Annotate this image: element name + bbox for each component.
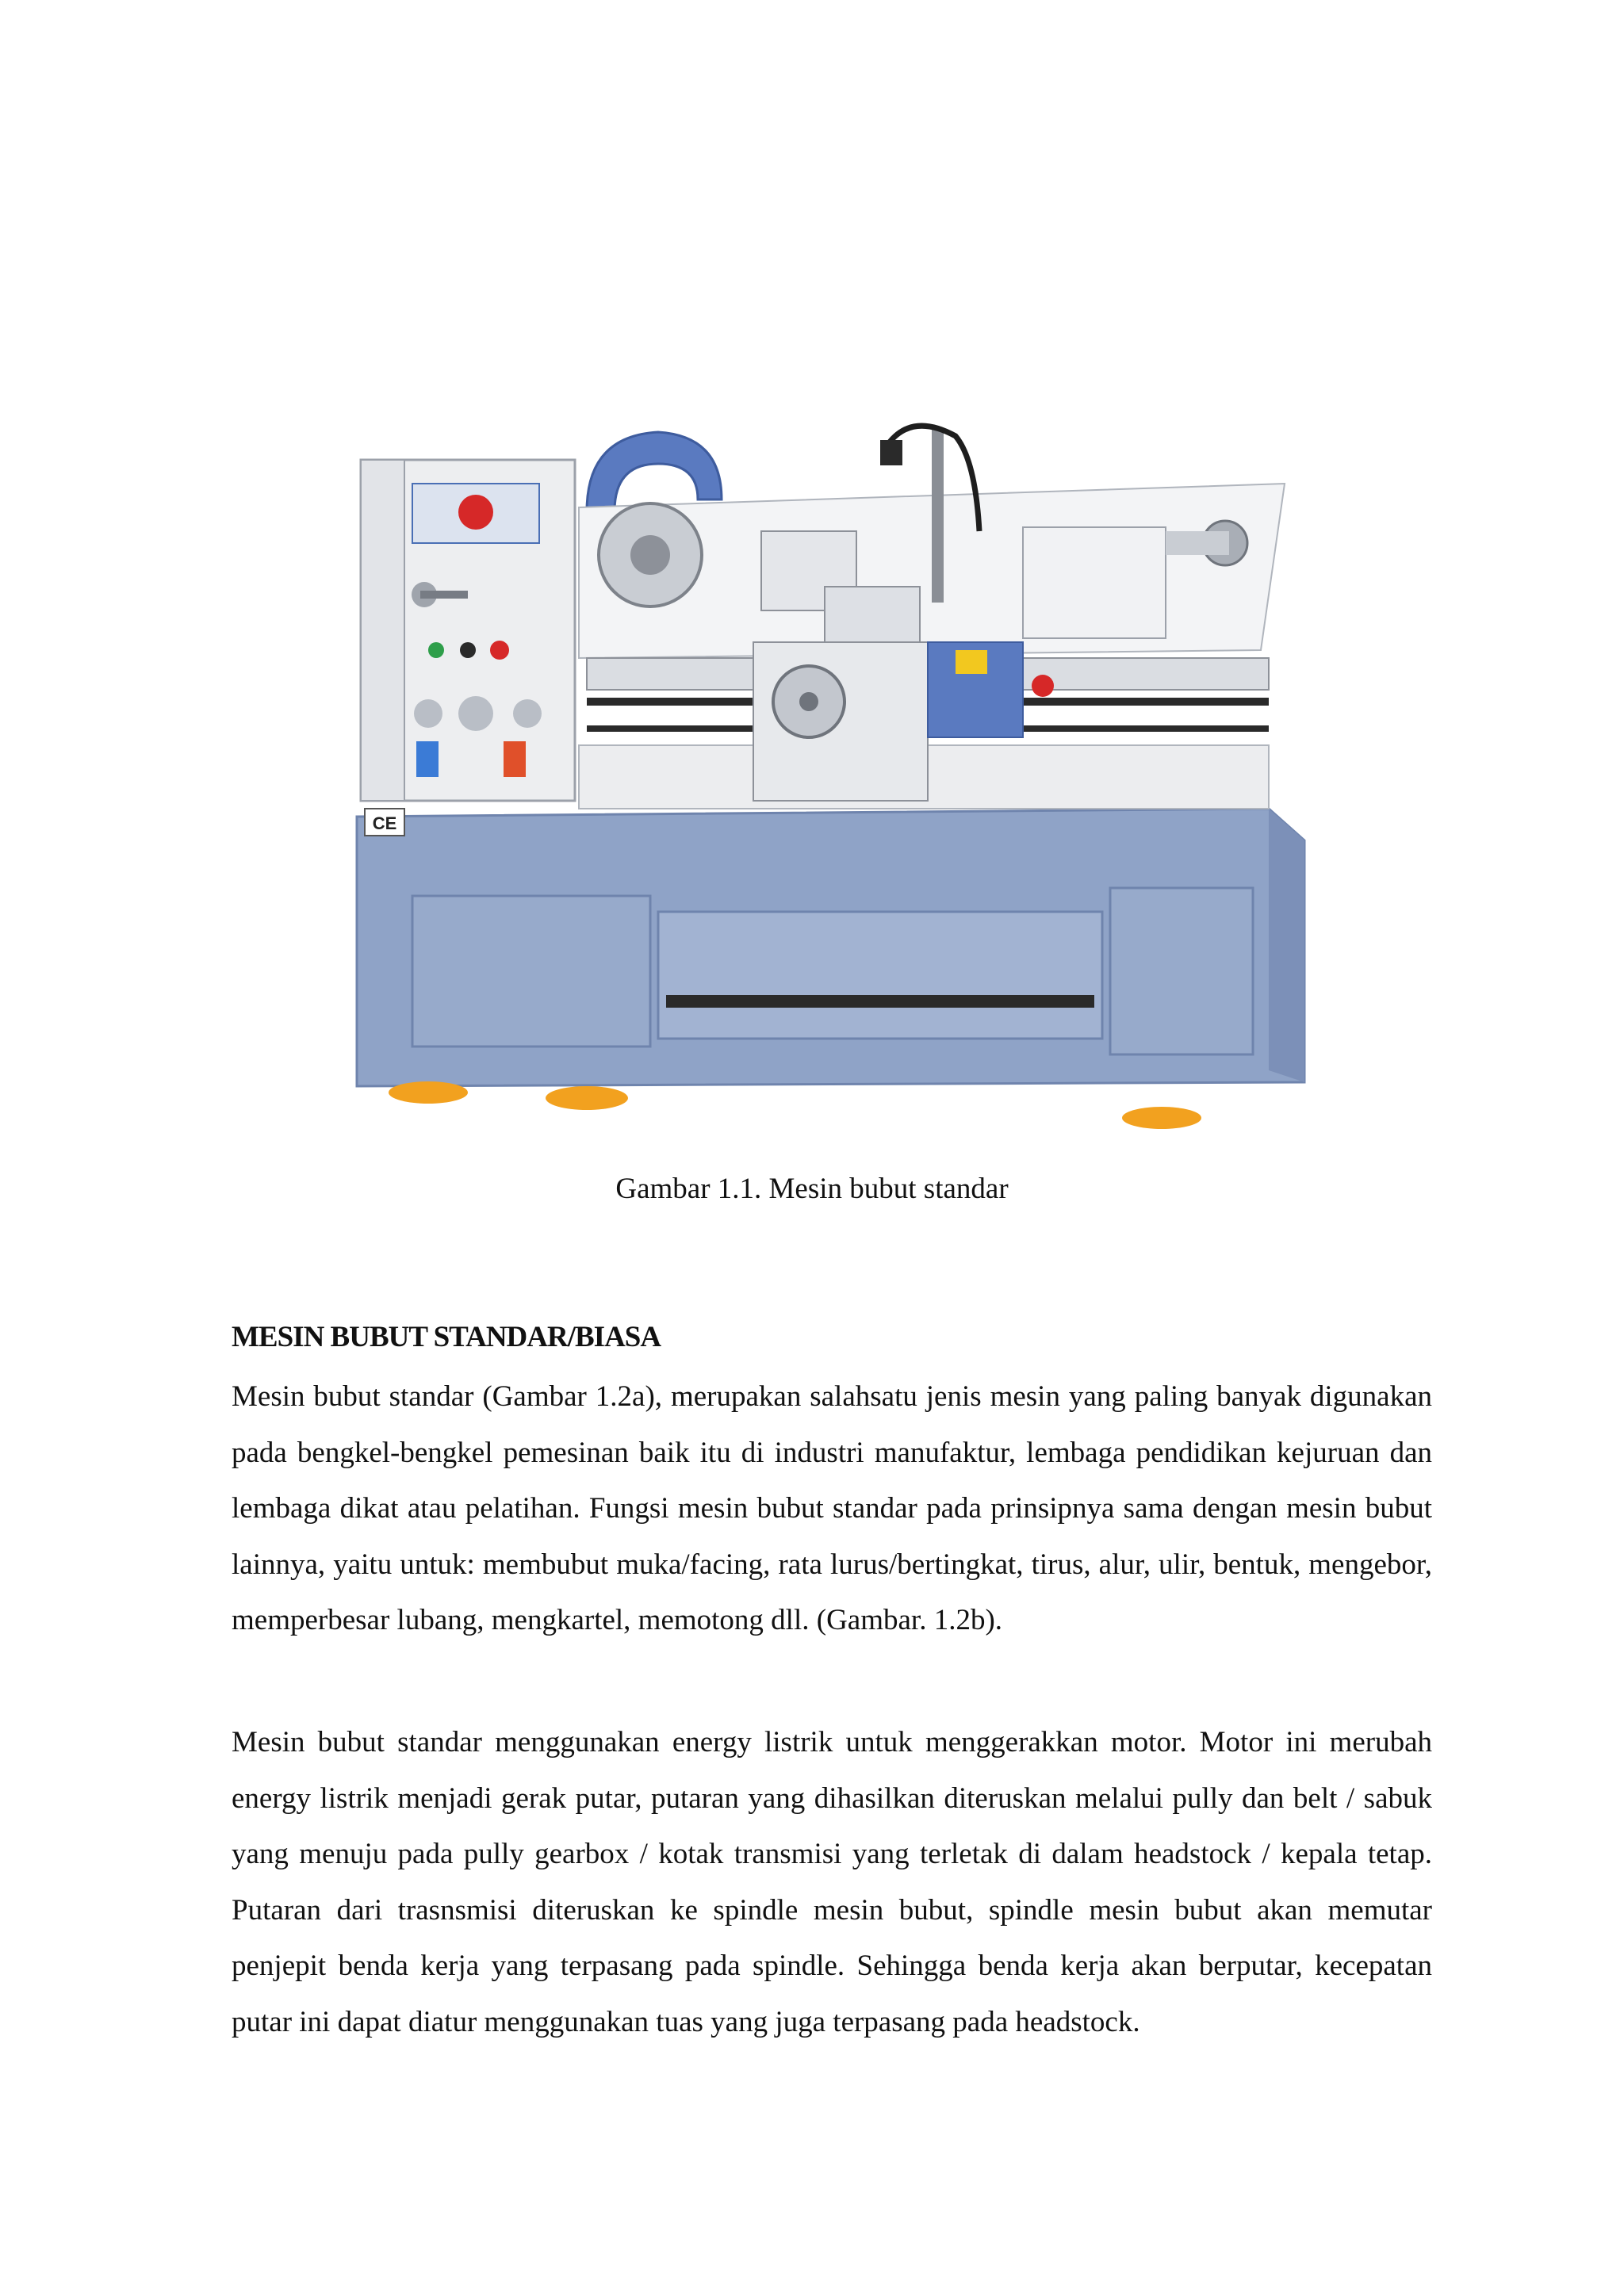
leveling-foot [1122,1107,1201,1129]
orange-selector [504,741,526,777]
lathe-base-side [1269,809,1304,1082]
compound-rest [825,587,920,642]
speed-dial-icon [458,495,493,530]
lamp-arm [932,428,944,603]
chip-tray [658,912,1102,1039]
headstock-side [361,460,404,801]
tailstock [1023,527,1166,638]
blue-selector [416,741,439,777]
handwheel-hub [799,692,818,711]
switch-icon [460,642,476,658]
warning-label [956,650,987,674]
base-door-left [412,896,650,1047]
start-button-icon [428,642,444,658]
lathe-machine-photo [341,412,1324,1142]
body-paragraph: Mesin bubut standar menggunakan energy listrik untuk menggerakkan motor. Motor ini merubah energy listrik menjadi gerak putar, putaran yang dihasilkan diteruskan melalui pully dan belt / sabuk yang menuju pada pully gearbox / kotak transmisi yang terletak di dalam headstock / kepala tetap. Putaran dari trasnsmisi diteruskan ke spindle mesin bubut, spindle mesin bubut akan memutar penjepit benda kerja yang terpasang pada spindle. Sehingga benda kerja akan berputar, kecepatan putar ini dapat diatur menggunakan tuas yang juga terpasang pada headstock. [232,1726,1432,2038]
chuck-guard [587,432,722,511]
lead-rod-lower [666,995,1094,1008]
leveling-foot [546,1086,628,1110]
tailstock-quill [1166,531,1229,555]
section-heading: MESIN BUBUT STANDAR/BIASA [232,1321,661,1353]
base-door-right [1110,888,1253,1054]
figure-caption: Gambar 1.1. Mesin bubut standar [615,1173,1009,1205]
lathe-illustration [341,412,1324,1142]
feed-lever-icon [513,699,542,728]
apron-stop-button-icon [1032,675,1054,697]
lamp-head [880,440,902,465]
feed-lever-icon [458,696,493,731]
leveling-foot [389,1081,468,1104]
chuck-center [630,535,670,575]
emergency-stop-icon [490,641,509,660]
body-paragraph: Mesin bubut standar (Gambar 1.2a), merupakan salahsatu jenis mesin yang paling banyak digunakan pada bengkel-bengkel pemesinan baik itu di industri manufaktur, lembaga pendidikan kejuruan dan lembaga dikat atau pelatihan. Fungsi mesin bubut standar pada prinsipnya sama dengan mesin bubut lainnya, yaitu untuk: membubut muka/facing, rata lurus/bertingkat, tirus, alur, ulir, bentuk, mengebor, memperbesar lubang, mengkartel, memotong dll. (Gambar. 1.2b). [232,1380,1432,1636]
lever-arm [420,591,468,599]
feed-lever-icon [414,699,442,728]
ce-mark-text: CE [372,813,397,833]
